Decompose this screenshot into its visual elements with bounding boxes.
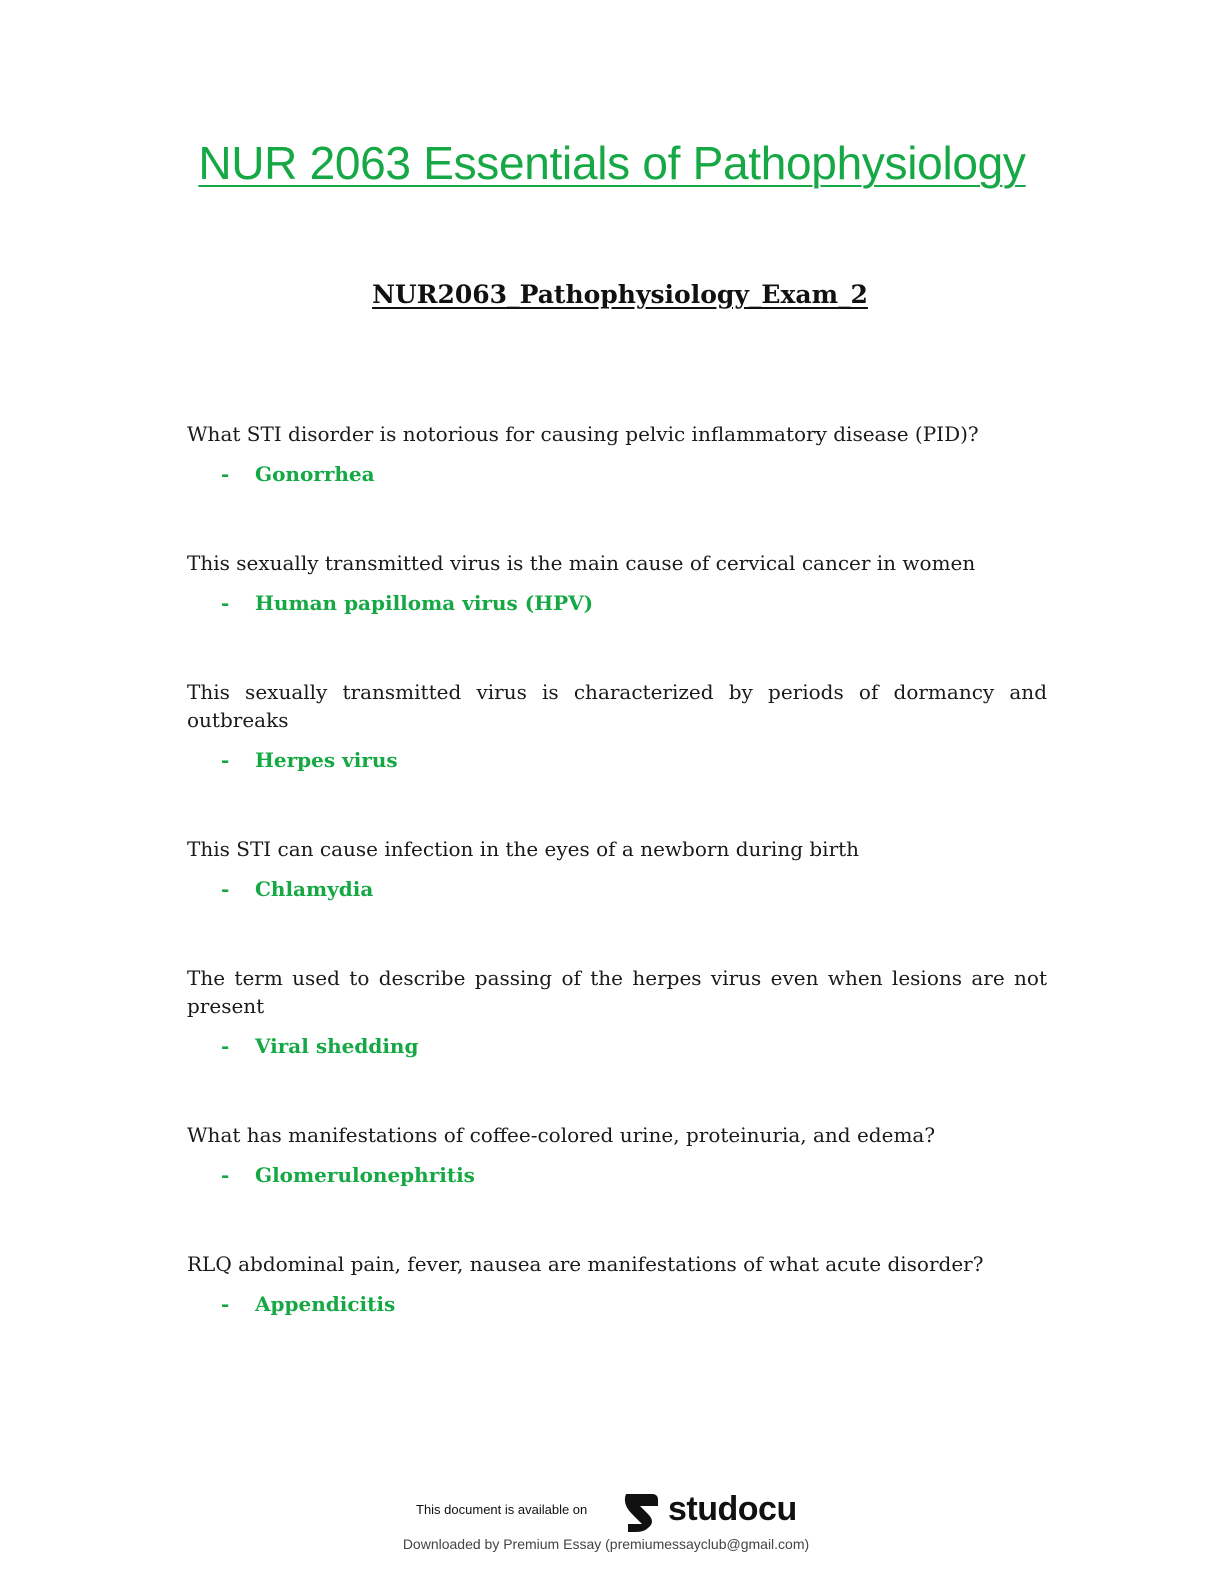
answer-bullet: - (221, 462, 230, 486)
question-text: RLQ abdominal pain, fever, nausea are manifestations of what acute disorder? (187, 1252, 984, 1276)
answer-row (187, 1034, 1047, 1058)
answer-row (187, 591, 1047, 615)
qa-item (187, 835, 1047, 901)
document-subtitle: NUR2063_Pathophysiology_Exam_2 (372, 280, 868, 309)
download-notice: Downloaded by Premium Essay (premiumessayclub@gmail.com) (402, 1536, 810, 1552)
studocu-wordmark[interactable]: studocu (668, 1490, 797, 1528)
answer-text: Appendicitis (255, 1292, 396, 1316)
question-text: This STI can cause infection in the eyes of a newborn during birth (187, 837, 860, 861)
qa-item (187, 1250, 1047, 1316)
answer-row (187, 462, 1047, 486)
availability-text: This document is available on (416, 1502, 588, 1517)
answer-text: Viral shedding (255, 1034, 419, 1058)
answer-text: Chlamydia (255, 877, 374, 901)
question-text: This sexually transmitted virus is the main cause of cervical cancer in women (187, 551, 976, 575)
answer-bullet: - (221, 1163, 230, 1187)
qa-item (187, 1121, 1047, 1187)
answer-text: Herpes virus (255, 748, 398, 772)
qa-item (187, 549, 1047, 615)
answer-bullet: - (221, 1034, 230, 1058)
answer-row (187, 1292, 1047, 1316)
question-text: What STI disorder is notorious for causing pelvic inflammatory disease (PID)? (187, 422, 979, 446)
answer-bullet: - (221, 1292, 230, 1316)
answer-row (187, 1163, 1047, 1187)
answer-bullet: - (221, 591, 230, 615)
answer-text: Gonorrhea (255, 462, 375, 486)
question-text: This sexually transmitted virus is characterized by periods of dormancy and outbreaks (187, 680, 1047, 732)
answer-bullet: - (221, 877, 230, 901)
question-text: The term used to describe passing of the herpes virus even when lesions are not present (187, 966, 1047, 1018)
footer (0, 1484, 1224, 1574)
answer-text: Human papilloma virus (HPV) (255, 591, 594, 615)
answer-bullet: - (221, 748, 230, 772)
document-title: NUR 2063 Essentials of Pathophysiology (198, 137, 1026, 189)
question-text: What has manifestations of coffee-colored urine, proteinuria, and edema? (187, 1123, 936, 1147)
qa-item (187, 420, 1047, 486)
qa-item (187, 678, 1047, 772)
studocu-logo-icon (618, 1488, 664, 1534)
answer-row (187, 877, 1047, 901)
qa-item (187, 964, 1047, 1058)
answer-row (187, 748, 1047, 772)
answer-text: Glomerulonephritis (255, 1163, 475, 1187)
